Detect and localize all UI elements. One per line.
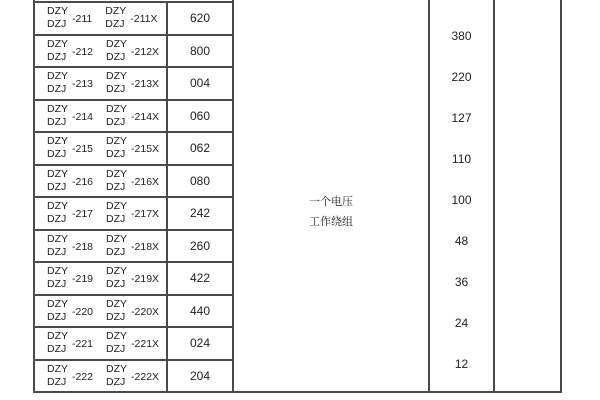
- model-prefix-bottom: DZJ: [47, 213, 67, 226]
- model-prefix-top: DZY: [106, 265, 128, 278]
- model-prefix-stack: [106, 330, 127, 356]
- model-prefix-top: DZY: [106, 232, 128, 245]
- model-number: -216: [72, 175, 94, 188]
- model-variant: [106, 363, 159, 389]
- model-cell: [35, 296, 168, 327]
- model-variant: [105, 5, 157, 31]
- model-cell: [35, 3, 168, 34]
- model-number: -219: [72, 273, 94, 286]
- code-cell: 204: [189, 368, 211, 383]
- code-cell: 242: [189, 206, 211, 221]
- model-prefix-top: DZY: [106, 200, 128, 213]
- model-prefix-stack: [47, 265, 68, 291]
- table-row: [35, 198, 232, 231]
- model-prefix-bottom: DZJ: [106, 278, 126, 291]
- voltage-value: 12: [454, 357, 469, 371]
- model-prefix-bottom: DZJ: [47, 343, 67, 356]
- model-prefix-top: DZY: [47, 37, 68, 50]
- model-prefix-stack: [105, 5, 126, 31]
- model-prefix-top: DZY: [47, 297, 68, 310]
- model-cell: [35, 101, 168, 132]
- code-cell: 024: [189, 336, 211, 351]
- model-prefix-bottom: DZJ: [47, 245, 67, 258]
- model-prefix-top: DZY: [106, 330, 128, 343]
- table-row: [35, 68, 232, 101]
- model-prefix-stack: [106, 168, 127, 194]
- model-prefix-stack: [106, 70, 127, 96]
- model-prefix-bottom: DZJ: [47, 83, 67, 96]
- model-variant: [106, 38, 159, 64]
- model-prefix-top: DZY: [47, 167, 68, 180]
- model-prefix-bottom: DZJ: [47, 148, 67, 161]
- model-base: [47, 330, 93, 356]
- model-prefix-stack: [47, 103, 68, 129]
- model-prefix-top: DZY: [106, 70, 128, 83]
- model-cell: [35, 328, 168, 359]
- voltage-value: 100: [451, 193, 472, 207]
- model-base: [47, 168, 93, 194]
- model-prefix-top: DZY: [105, 5, 127, 18]
- model-prefix-top: DZY: [47, 102, 68, 115]
- table-row: [35, 231, 232, 264]
- model-prefix-bottom: DZJ: [106, 50, 126, 63]
- model-base: [47, 135, 93, 161]
- model-prefix-top: DZY: [47, 330, 68, 343]
- model-prefix-top: DZY: [47, 232, 68, 245]
- model-number: -218: [72, 240, 94, 253]
- model-variant: [106, 103, 159, 129]
- model-prefix-top: DZY: [47, 70, 68, 83]
- table-row: [35, 133, 232, 166]
- model-cell: [35, 263, 168, 294]
- table-row: [35, 101, 232, 134]
- table-row: [35, 263, 232, 296]
- model-prefix-stack: [47, 298, 68, 324]
- code-cell: 080: [189, 173, 211, 188]
- model-variant: [106, 135, 159, 161]
- model-prefix-stack: [47, 168, 68, 194]
- model-prefix-stack: [106, 233, 127, 259]
- model-prefix-top: DZY: [106, 102, 128, 115]
- model-base: [47, 38, 93, 64]
- model-prefix-bottom: DZJ: [47, 278, 67, 291]
- model-variant: [106, 233, 159, 259]
- model-prefix-stack: [47, 38, 68, 64]
- model-prefix-stack: [47, 330, 68, 356]
- model-prefix-top: DZY: [47, 135, 68, 148]
- model-prefix-top: DZY: [106, 135, 128, 148]
- model-prefix-bottom: DZJ: [106, 245, 126, 258]
- model-cell: [35, 166, 168, 197]
- table-row: [35, 166, 232, 199]
- model-number: -215: [72, 143, 94, 156]
- code-cell: 004: [189, 76, 211, 91]
- table-row: [35, 3, 232, 36]
- winding-note: [234, 192, 428, 232]
- model-base: [47, 70, 93, 96]
- model-prefix-stack: [106, 363, 127, 389]
- model-prefix-stack: [106, 298, 127, 324]
- model-number: -214: [72, 110, 94, 123]
- model-prefix-bottom: DZJ: [47, 115, 67, 128]
- winding-note-line2: 工作绕组: [309, 216, 353, 228]
- model-base: [47, 265, 93, 291]
- voltage-value: 127: [451, 111, 472, 125]
- model-number: -214X: [131, 110, 160, 123]
- model-base: [47, 233, 93, 259]
- voltage-value: 110: [451, 152, 472, 166]
- model-prefix-stack: [47, 363, 68, 389]
- voltage-value: 24: [454, 316, 469, 330]
- model-prefix-top: DZY: [47, 362, 68, 375]
- model-base: [47, 298, 93, 324]
- model-prefix-bottom: DZJ: [106, 343, 126, 356]
- model-prefix-stack: [47, 5, 68, 31]
- model-variant: [106, 298, 159, 324]
- model-cell: [35, 133, 168, 164]
- model-number: -217: [72, 208, 94, 221]
- model-prefix-top: DZY: [106, 362, 128, 375]
- model-prefix-bottom: DZJ: [47, 375, 67, 388]
- model-prefix-top: DZY: [47, 200, 68, 213]
- voltage-value: 380: [451, 29, 472, 43]
- model-prefix-bottom: DZJ: [106, 83, 126, 96]
- winding-note-line1: 一个电压: [309, 196, 353, 208]
- voltage-value: 36: [454, 275, 469, 289]
- model-prefix-bottom: DZJ: [47, 310, 67, 323]
- model-base: [47, 363, 93, 389]
- model-prefix-bottom: DZJ: [47, 180, 67, 193]
- voltage-value: 220: [451, 70, 472, 84]
- empty-column: [495, 0, 562, 393]
- model-number: -211: [72, 13, 93, 26]
- model-prefix-top: DZY: [47, 265, 68, 278]
- model-prefix-bottom: DZJ: [105, 18, 125, 31]
- model-number: -216X: [131, 175, 160, 188]
- model-prefix-stack: [106, 200, 127, 226]
- model-number: -222: [72, 370, 94, 383]
- code-cell: 800: [189, 43, 211, 58]
- table-row: [35, 328, 232, 361]
- model-prefix-stack: [106, 265, 127, 291]
- model-number: -220: [72, 305, 94, 318]
- voltage-column: [430, 0, 495, 393]
- code-cell: 260: [189, 238, 211, 253]
- model-number: -212X: [131, 45, 160, 58]
- model-prefix-bottom: DZJ: [106, 148, 126, 161]
- table-row: [35, 36, 232, 69]
- model-prefix-stack: [47, 70, 68, 96]
- table-row: [35, 361, 232, 392]
- model-prefix-stack: [106, 38, 127, 64]
- model-prefix-top: DZY: [106, 167, 128, 180]
- model-variant: [106, 70, 159, 96]
- code-cell: 062: [189, 141, 211, 156]
- model-variant: [106, 200, 159, 226]
- model-prefix-stack: [47, 233, 68, 259]
- model-cell: [35, 68, 168, 99]
- table-row: [35, 296, 232, 329]
- model-prefix-top: DZY: [106, 297, 128, 310]
- model-variant: [106, 330, 159, 356]
- model-number: -221X: [131, 338, 160, 351]
- model-number: -219X: [131, 273, 160, 286]
- model-prefix-bottom: DZJ: [106, 180, 126, 193]
- model-number: -213X: [131, 78, 160, 91]
- model-prefix-stack: [106, 103, 127, 129]
- model-number: -222X: [131, 370, 160, 383]
- winding-note-cell: [234, 0, 430, 393]
- voltage-value: 48: [454, 234, 469, 248]
- model-cell: [35, 361, 168, 392]
- model-number: -217X: [131, 208, 160, 221]
- model-prefix-stack: [106, 135, 127, 161]
- model-number: -211X: [130, 13, 158, 26]
- model-variant: [106, 265, 159, 291]
- model-prefix-bottom: DZJ: [47, 50, 67, 63]
- model-cell: [35, 231, 168, 262]
- model-base: [47, 103, 93, 129]
- model-prefix-bottom: DZJ: [106, 115, 126, 128]
- model-number: -213: [72, 78, 94, 91]
- model-prefix-bottom: DZJ: [106, 213, 126, 226]
- model-prefix-bottom: DZJ: [47, 18, 67, 31]
- model-prefix-stack: [47, 135, 68, 161]
- code-cell: 060: [189, 108, 211, 123]
- code-cell: 422: [189, 271, 211, 286]
- model-number: -221: [72, 338, 94, 351]
- model-number: -215X: [131, 143, 160, 156]
- model-variant: [106, 168, 159, 194]
- code-cell: 620: [189, 11, 211, 26]
- model-prefix-bottom: DZJ: [106, 375, 126, 388]
- model-prefix-top: DZY: [106, 37, 128, 50]
- model-cell: [35, 198, 168, 229]
- model-cell: [35, 36, 168, 67]
- model-table: [33, 0, 234, 393]
- model-prefix-bottom: DZJ: [106, 310, 126, 323]
- model-prefix-stack: [47, 200, 68, 226]
- code-cell: 440: [189, 303, 211, 318]
- model-base: [47, 5, 92, 31]
- model-number: -212: [72, 45, 94, 58]
- model-number: -220X: [131, 305, 160, 318]
- model-base: [47, 200, 93, 226]
- model-prefix-top: DZY: [47, 5, 68, 18]
- model-number: -218X: [131, 240, 160, 253]
